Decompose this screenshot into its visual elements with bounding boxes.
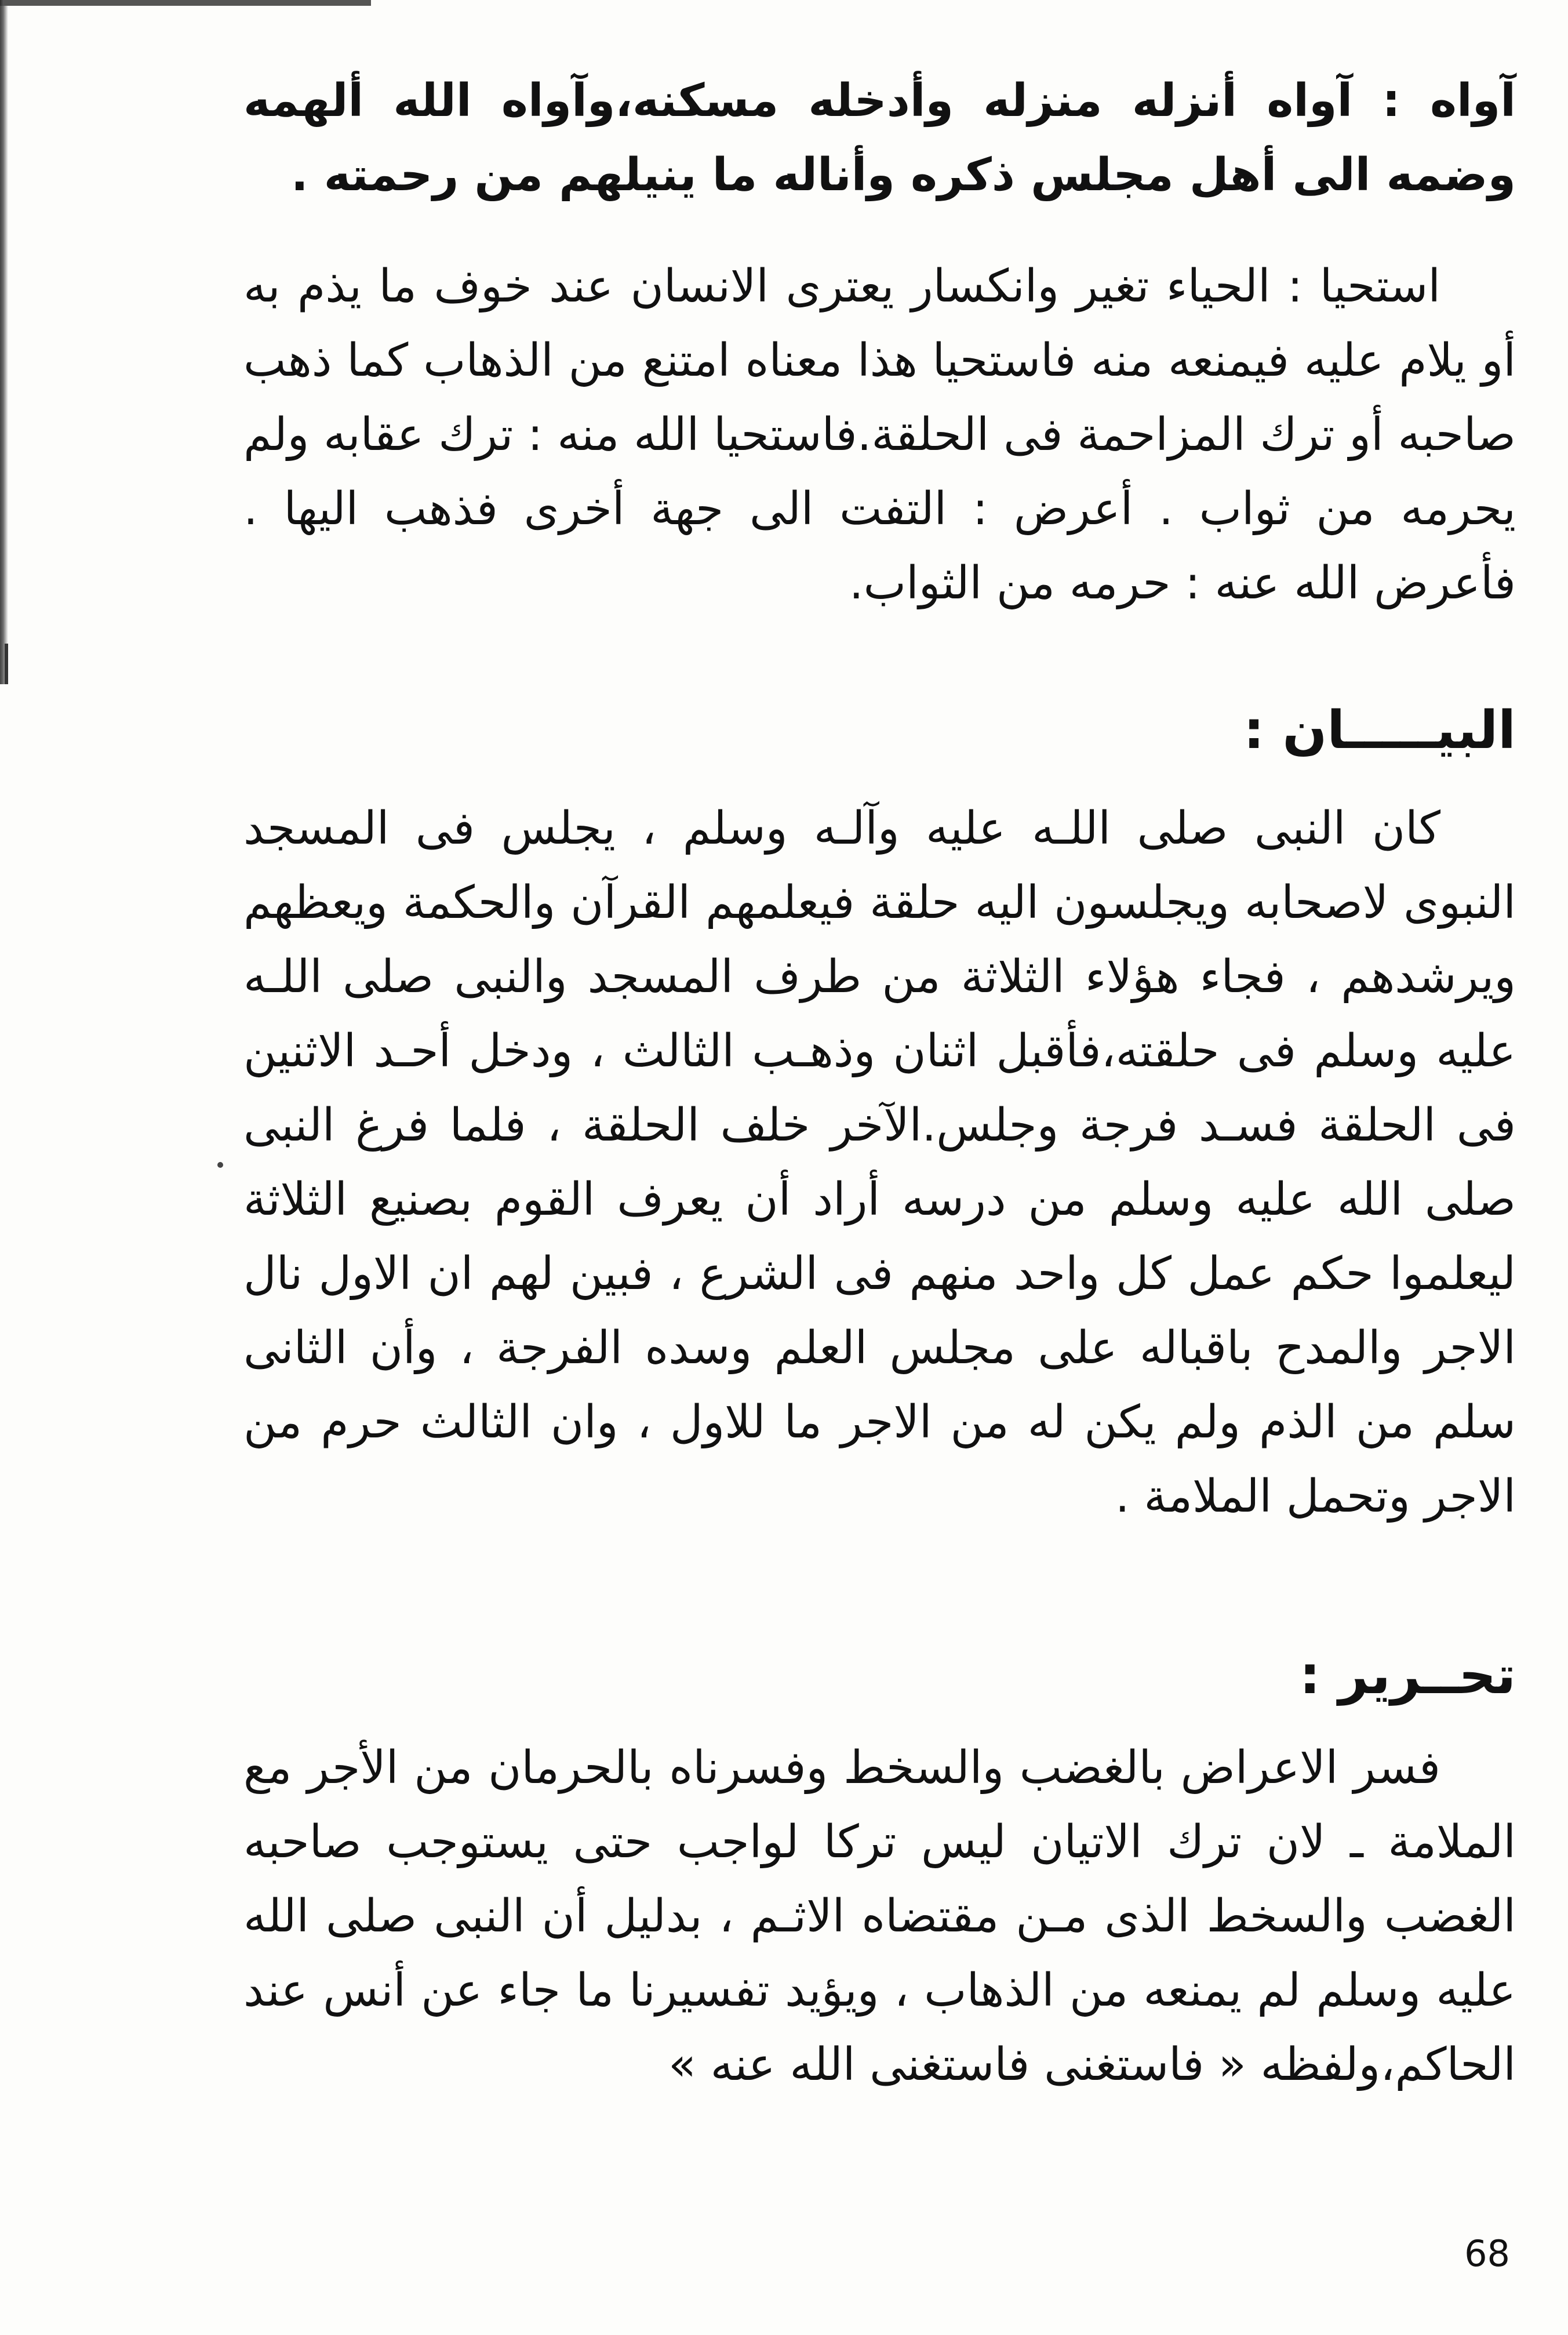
definition-awah-block [243, 64, 1516, 212]
bayan-heading: البيـــــان : [1243, 700, 1516, 761]
margin-mark [217, 1162, 223, 1168]
definition-awah: آواه : آواه أنزله منزله وأدخله مسكنه،وآواه الله ألهمه وضمه الى أهل مجلس ذكره وأناله ما ينيلهم من رحمته . [243, 75, 1516, 201]
tahrir-section [243, 1731, 1516, 2102]
definition-istahya: استحيا : الحياء تغير وانكسار يعترى الانسان عند خوف ما يذم به أو يلام عليه فيمنعه منه فاستحيا هذا معناه امتنع من الذهاب كما ذهب صاحبه أو ترك المزاحمة فى الحلقة.فاستحيا الله منه : ترك عقابه ولم يحرمه من ثواب . أعرض : التفت الى جهة أخرى فذهب اليها . فأعرض الله عنه : حرمه من الثواب. [243, 260, 1516, 609]
tahrir-paragraph: فسر الاعراض بالغضب والسخط وفسرناه بالحرمان من الأجر مع الملامة ـ لان ترك الاتيان ليس تركا لواجب حتى يستوجب صاحبه الغضب والسخط الذى مـن مقتضاه الاثـم ، بدليل أن النبى صلى الله عليه وسلم لم يمنعه من الذهاب ، ويؤيد تفسيرنا ما جاء عن أنس عند الحاكم،ولفظه « فاستغنى فاستغنى الله عنه » [243, 1742, 1516, 2091]
scan-shadow-left [0, 0, 8, 684]
scan-shadow-top [0, 0, 371, 6]
bayan-section [243, 791, 1516, 1534]
scan-mark [5, 644, 8, 684]
tahrir-heading: تحــرير : [1299, 1645, 1516, 1706]
page-number: 68 [1464, 2232, 1510, 2275]
bayan-paragraph: كان النبى صلى اللـه عليه وآلـه وسلم ، يجلس فى المسجد النبوى لاصحابه ويجلسون اليه حلقة فيعلمهم القرآن والحكمة ويعظهم ويرشدهم ، فجاء هؤلاء الثلاثة من طرف المسجد والنبى صلى اللـه عليه وسلم فى حلقته،فأقبل اثنان وذهـب الثالث ، ودخل أحـد الاثنين فى الحلقة فسـد فرجة وجلس.الآخر خلف الحلقة ، فلما فرغ النبى صلى الله عليه وسلم من درسه أراد أن يعرف القوم بصنيع الثلاثة ليعلموا حكم عمل كل واحد منهم فى الشرع ، فبين لهم ان الاول نال الاجر والمدح باقباله على مجلس العلم وسده الفرجة ، وأن الثانى سلم من الذم ولم يكن له من الاجر ما للاول ، وان الثالث حرم من الاجر وتحمل الملامة . [243, 802, 1516, 1523]
definition-istahya-block [243, 249, 1516, 620]
